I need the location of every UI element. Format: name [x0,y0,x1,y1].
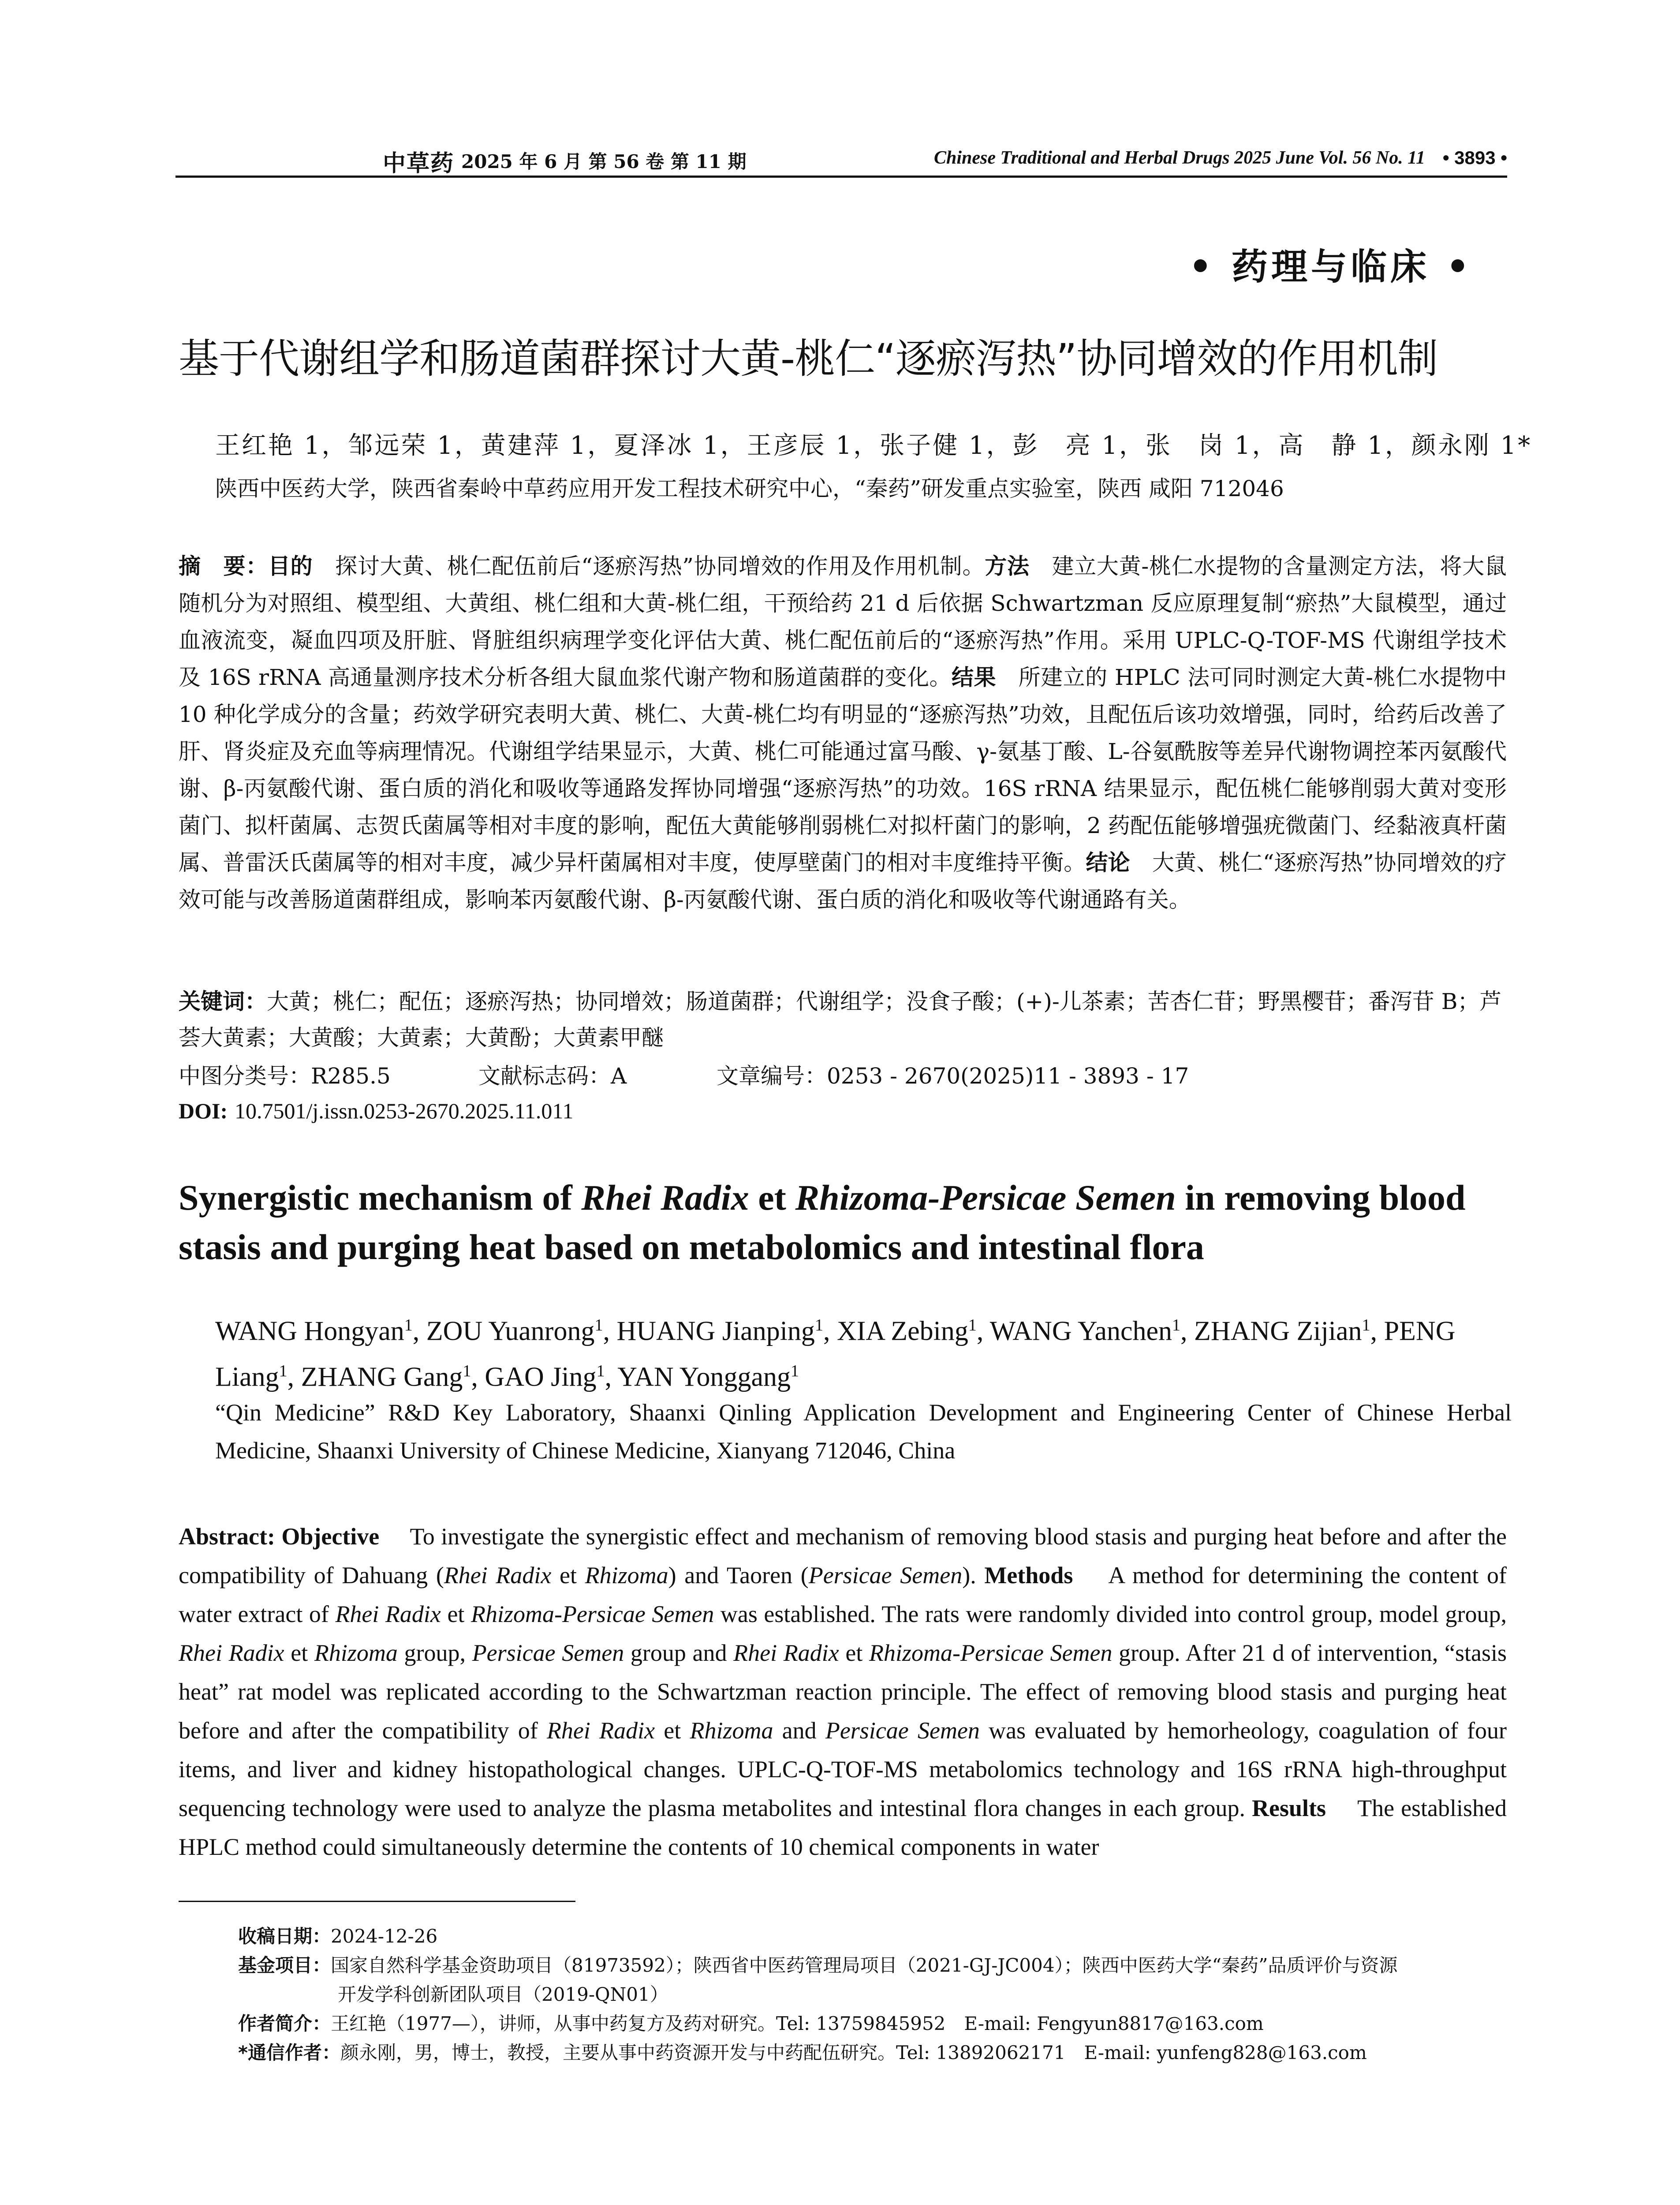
footnote-value: 王红艳（1977—），讲师，从事中药复方及药对研究。Tel: 13759845952 E-mail: Fengyun8817@163.com [331,2013,1264,2034]
keywords-cn [179,983,1507,1056]
author-en-affil-mark: 1 [1362,1316,1370,1334]
abstract-en-text: group and [624,1640,734,1666]
footnote-value: 颜永刚，男，博士，教授，主要从事中药资源开发与中药配伍研究。Tel: 13892062171 E-mail: yunfeng828@163.com [340,2042,1367,2063]
abstract-en-italic: Rhizoma [690,1717,773,1744]
author-en-affil-mark: 1 [1172,1316,1181,1334]
author-en-affil-mark: 1 [463,1361,471,1380]
abstract-en-text: was evaluated by hemorheology, coagulation of four items, and liver and kidney histopathological changes. UPLC-Q-TOF-MS metabolomics technology and 16S rRNA high-throughput sequencing technology were used to analyze the plasma metabolites and intestinal flora changes in each group. [179,1717,1507,1821]
footnote-label: 收稿日期： [238,1925,331,1947]
doc-code-label: 文献标志码： [478,1063,611,1089]
author-en-name: PENG Liang [215,1316,1456,1392]
author-en-affil-mark: 1 [279,1361,287,1380]
footnote-corresponding [238,2038,1508,2067]
author-en-name: HUANG Jianping [616,1316,815,1346]
abstract-en-text: ). [962,1562,976,1588]
abstract-en-italic: Rhizoma [314,1640,398,1666]
title-en-italic: Rhizoma-Persicae Semen [795,1177,1176,1218]
results-label: 结果 [952,665,997,690]
abstract-en-text: was established. The rats were randomly divided into control group, model group, [714,1601,1507,1627]
article-number-value: 0253 - 2670(2025)11 - 3893 - 17 [827,1063,1189,1089]
abstract-en-text: et [839,1640,870,1666]
abstract-en-text: et [284,1640,314,1666]
author-en-name: ZOU Yuanrong [426,1316,595,1346]
conclusion-label: 结论 [1086,850,1130,875]
doc-code-value: A [611,1063,627,1089]
abstract-cn [179,548,1507,918]
footnote-fund [238,1951,1508,1980]
section-label: • 药理与临床 • [1189,246,1473,288]
keywords-text: 大黄；桃仁；配伍；逐瘀泻热；协同增效；肠道菌群；代谢组学；没食子酸；(+)-儿茶素；苦杏仁苷；野黑樱苷；番泻苷 B；芦荟大黄素；大黄酸；大黄素；大黄酚；大黄素甲醚 [179,989,1502,1050]
abstract-en-text: A method for determining the content of water extract of [179,1562,1507,1627]
author-en-name: WANG Hongyan [215,1316,404,1346]
doi-label: DOI: [179,1099,228,1123]
abstract-en-text: To investigate the synergistic effect and mechanism of removing blood stasis and purging heat before and after the compatibility of Dahuang ( [179,1523,1507,1588]
article-number [717,1058,1189,1090]
footnote-value: 开发学科创新团队项目（2019-QN01） [338,1984,668,2005]
abstract-en-text: group. After 21 d of intervention, “stasis heat” rat model was replicated according to the Schwartzman reaction principle. The effect of removing blood stasis and purging heat before and after the compatibility of [179,1640,1507,1744]
abstract-en-text: group, [397,1640,472,1666]
abstract-en-italic: Rhei Radix [179,1640,284,1666]
affiliation-en: “Qin Medicine” R&D Key Laboratory, Shaanxi Qinling Application Development and Engineering Center of Chinese Herbal Medicine, Shaanxi University of Chinese Medicine, Xianyang 712046, China [215,1399,1512,1464]
abstract-en-results-label: Results [1251,1795,1326,1821]
author-en-name: YAN Yonggang [617,1362,791,1392]
footnote-value: 国家自然科学基金资助项目（81973592）；陕西省中医药管理局项目（2021-GJ-JC004）；陕西中医药大学“秦药”品质评价与资源 [331,1955,1398,1976]
abstract-en-text: et [551,1562,585,1588]
keywords-label: 关键词： [179,989,267,1014]
footnote-rule [179,1901,575,1902]
abstract-en-italic: Persicae Semen [472,1640,624,1666]
abstract-en-italic: Rhizoma-Persicae Semen [869,1640,1113,1666]
footnotes [238,1922,1508,2067]
header-rule [175,176,1507,178]
author-en-name: ZHANG Zijian [1194,1316,1362,1346]
title-en-part: et [749,1177,795,1218]
abstract-label: 摘 要： [179,553,268,579]
clc-label: 中图分类号： [179,1063,311,1089]
authors-cn: 王红艳 1，邹远荣 1，黄建萍 1，夏泽冰 1，王彦辰 1，张子健 1，彭 亮 1，张 岗 1，高 静 1，颜永刚 1* [215,431,1532,460]
footnote-label: *通信作者： [238,2042,340,2063]
title-en-italic: Rhei Radix [581,1177,749,1218]
article-number-label: 文章编号： [717,1063,827,1089]
author-en-affil-mark: 1 [404,1316,413,1334]
issue-info-cn: 2025 年 6 月 第 56 卷 第 11 期 [461,151,747,172]
author-en-affil-mark: 1 [594,1316,603,1334]
objective-text: 探讨大黄、桃仁配伍前后“逐瘀泻热”协同增效的作用及作用机制。 [335,553,985,579]
journal-logo: 中草药 [383,150,455,177]
abstract-en-text: The established HPLC method could simultaneously determine the contents of 10 chemical components in water [179,1795,1507,1860]
title-en-part: Synergistic mechanism of [179,1177,582,1218]
title-en-part: in removing blood stasis and purging heat based on metabolomics and intestinal flora [179,1177,1466,1267]
clc-value: R285.5 [311,1063,391,1089]
abstract-en-italic: Rhizoma [585,1562,668,1588]
abstract-en-text: et [655,1717,690,1744]
author-en-name: WANG Yanchen [989,1316,1172,1346]
author-en-affil-mark: 1 [596,1361,605,1380]
author-en-affil-mark: 1 [814,1316,823,1334]
abstract-en-text: et [441,1601,471,1627]
abstract-en-italic: Rhei Radix [335,1601,441,1627]
footnote-author [238,2009,1508,2038]
authors-en: WANG Hongyan$^1$, ZOU Yuanrong$^1$, HUANG Jianping$^1$, XIA Zebing$^1$, WANG Yanchen$^1$, ZHANG Zijian$^1$, PENG Liang$^1$, ZHANG Gang$^1$, GAO Jing$^1$, YAN Yonggang$^1$ [215,1316,1456,1392]
running-header [175,145,1507,177]
article-title-en [179,1173,1510,1272]
footnote-label: 基金项目： [238,1955,331,1976]
conclusion-text: 大黄、桃仁“逐瘀泻热”协同增效的疗效可能与改善肠道菌群组成，影响苯丙氨酸代谢、β-丙氨酸代谢、蛋白质的消化和吸收等代谢通路有关。 [179,850,1507,912]
footnote-received [238,1922,1508,1951]
abstract-en [179,1517,1507,1866]
abstract-en-italic: Rhizoma-Persicae Semen [470,1601,714,1627]
abstract-en-italic: Rhei Radix [444,1562,552,1588]
methods-text: 建立大黄-桃仁水提物的含量测定方法，将大鼠随机分为对照组、模型组、大黄组、桃仁组和大黄-桃仁组，干预给药 21 d 后依据 Schwartzman 反应原理复制“瘀热”大鼠模型，通过血液流变，凝血四项及肝脏、肾脏组织病理学变化评估大黄、桃仁配伍前后的“逐瘀泻热”作用。采用 UPLC-Q-TOF-MS 代谢组学技术及 16S rRNA 高通量测序技术分析各组大鼠血浆代谢产物和肠道菌群的变化。 [179,553,1507,690]
footnote-value: 2024-12-26 [331,1925,438,1947]
doi-value: 10.7501/j.issn.0253-2670.2025.11.011 [235,1099,574,1123]
abstract-en-italic: Persicae Semen [825,1717,980,1744]
objective-label: 目的 [268,553,313,579]
author-en-name: ZHANG Gang [301,1362,463,1392]
abstract-en-italic: Rhei Radix [733,1640,839,1666]
abstract-en-italic: Persicae Semen [808,1562,963,1588]
author-en-affil-mark: 1 [968,1316,977,1334]
author-en-affil-mark: 1 [791,1361,799,1380]
methods-label: 方法 [985,553,1030,579]
article-title-cn: 基于代谢组学和肠道菌群探讨大黄-桃仁“逐瘀泻热”协同增效的作用机制 [179,335,1438,382]
abstract-en-text: ) and Taoren ( [668,1562,809,1588]
abstract-en-text: and [773,1717,825,1744]
classification-row [179,1058,1507,1094]
clc [179,1058,391,1090]
author-en-name: XIA Zebing [836,1316,968,1346]
page-number: • 3893 • [1442,147,1507,168]
abstract-en-italic: Rhei Radix [546,1717,655,1744]
footnote-label: 作者简介： [238,2013,331,2034]
doi-row [179,1098,574,1124]
abstract-en-label: Abstract: Objective [179,1523,380,1550]
doc-code [478,1058,627,1090]
abstract-en-methods-label: Methods [984,1562,1073,1588]
author-en-name: GAO Jing [485,1362,597,1392]
results-text: 所建立的 HPLC 法可同时测定大黄-桃仁水提物中 10 种化学成分的含量；药效学研究表明大黄、桃仁、大黄-桃仁均有明显的“逐瘀泻热”功效，且配伍后该功效增强，同时，给药后改善了肝、肾炎症及充血等病理情况。代谢组学结果显示，大黄、桃仁可能通过富马酸、γ-氨基丁酸、L-谷氨酰胺等差异代谢物调控苯丙氨酸代谢、β-丙氨酸代谢、蛋白质的消化和吸收等通路发挥协同增强“逐瘀泻热”的功效。16S rRNA 结果显示，配伍桃仁能够削弱大黄对变形菌门、拟杆菌属、志贺氏菌属等相对丰度的影响，配伍大黄能够削弱桃仁对拟杆菌门的影响，2 药配伍能够增强疣微菌门、经黏液真杆菌属、普雷沃氏菌属等的相对丰度，减少异杆菌属相对丰度，使厚壁菌门的相对丰度维持平衡。 [179,665,1507,875]
footnote-fund-continued [238,1980,1508,2009]
issue-info-en: Chinese Traditional and Herbal Drugs 2025 June Vol. 56 No. 11 [934,148,1425,168]
affiliation-cn: 陕西中医药大学，陕西省秦岭中草药应用开发工程技术研究中心，“秦药”研发重点实验室，陕西 咸阳 712046 [215,476,1284,501]
